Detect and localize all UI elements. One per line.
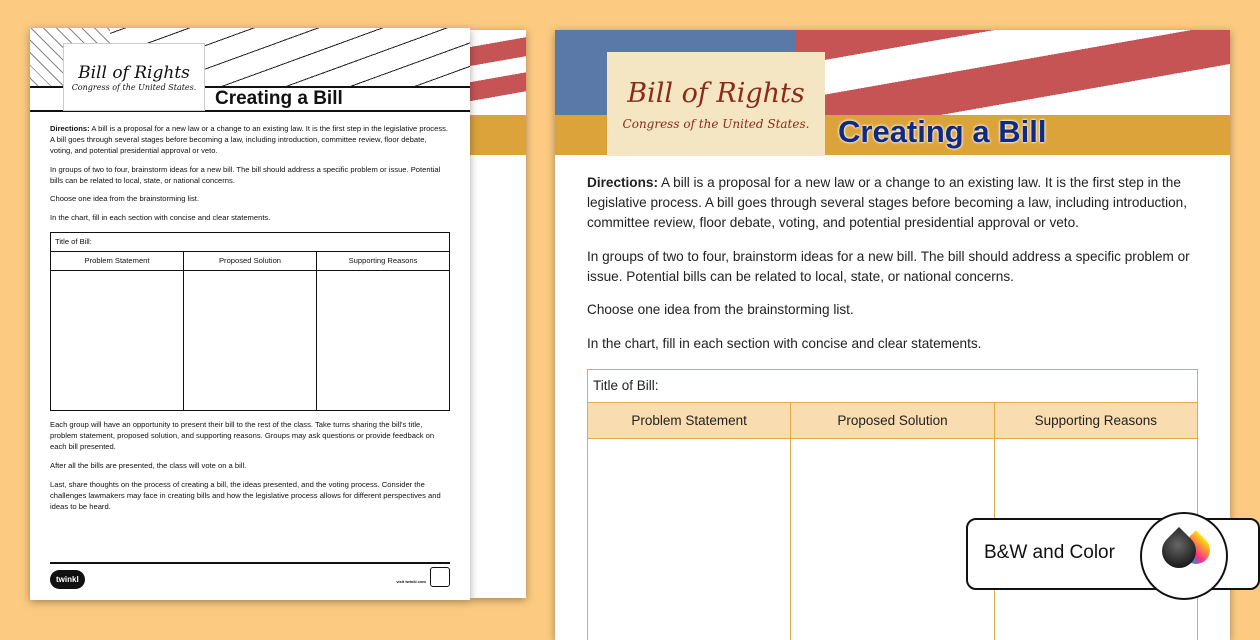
scroll-subheading: Congress of the United States.	[71, 82, 197, 92]
color-page-behind	[470, 30, 526, 598]
title-band	[470, 115, 526, 155]
worksheet-content	[50, 123, 450, 592]
bill-chart	[50, 232, 450, 411]
paragraph: After all the bills are presented, the class will vote on a bill.	[50, 460, 247, 470]
title-of-bill-field[interactable]: Title of Bill:	[51, 233, 450, 252]
quality-badge-icon	[430, 567, 450, 587]
scroll-subheading: Congress of the United States.	[622, 116, 810, 131]
paragraph: Last, share thoughts on the process of creating a bill, the ideas presented, and the voting process. Consider the challenges lawmakers may face in creating bills and how the legislative process allows for different perspectives and ideas to be heard.	[50, 479, 441, 511]
visit-link: visit twinkl.com	[396, 579, 426, 584]
title-of-bill-field[interactable]: Title of Bill:	[588, 370, 1198, 403]
paragraph: In groups of two to four, brainstorm ideas for a new bill. The bill should address a specific problem or issue. Potential bills can be related to local, state, or national concerns.	[587, 248, 1190, 284]
answer-cell[interactable]	[317, 271, 450, 411]
answer-cell[interactable]	[51, 271, 184, 411]
column-header: Problem Statement	[51, 252, 184, 271]
bw-worksheet-page	[30, 28, 470, 600]
format-badge-label: B&W and Color	[984, 542, 1115, 563]
answer-cell[interactable]	[184, 271, 317, 411]
bill-of-rights-scroll	[607, 52, 825, 156]
ink-drops-icon	[1140, 512, 1228, 600]
column-header: Problem Statement	[588, 403, 791, 439]
footer	[50, 562, 450, 592]
paragraph: Each group will have an opportunity to present their bill to the rest of the class. Take turns sharing the bill's title, problem statement, proposed solution, and supporting reasons. Groups may ask questions or provide feedback on each bill presented.	[50, 420, 435, 452]
column-header: Proposed Solution	[791, 403, 994, 439]
paragraph: In groups of two to four, brainstorm ideas for a new bill. The bill should address a specific problem or issue. Potential bills can be related to local, state, or national concerns.	[50, 164, 441, 185]
directions-label: Directions:	[587, 175, 659, 190]
column-header: Proposed Solution	[184, 252, 317, 271]
directions-label: Directions:	[50, 124, 90, 133]
answer-cell[interactable]	[588, 439, 791, 640]
page-title: Creating a Bill	[215, 88, 343, 109]
directions-text: A bill is a proposal for a new law or a change to an existing law. It is the first step in the legislative process. A bill goes through several stages before becoming a law, including introduction, committee review, floor debate, voting, and potential presidential approval or veto.	[50, 124, 449, 155]
paragraph: In the chart, fill in each section with concise and clear statements.	[587, 335, 982, 351]
flag-banner	[470, 30, 526, 115]
column-header: Supporting Reasons	[317, 252, 450, 271]
paragraph: Choose one idea from the brainstorming list.	[587, 302, 854, 318]
answer-cell[interactable]	[791, 439, 994, 640]
page-title: Creating a Bill	[838, 114, 1047, 149]
paragraph: Choose one idea from the brainstorming list.	[50, 194, 199, 204]
scroll-heading: Bill of Rights	[627, 77, 805, 109]
paragraph: In the chart, fill in each section with concise and clear statements.	[50, 212, 271, 222]
directions-text: A bill is a proposal for a new law or a change to an existing law. It is the first step in the legislative process. A bill goes through several stages before becoming a law, including introduction, committee review, floor debate, voting, and potential presidential approval or veto.	[587, 175, 1187, 230]
bill-of-rights-scroll	[63, 43, 205, 111]
column-header: Supporting Reasons	[994, 403, 1197, 439]
bill-chart	[587, 369, 1198, 640]
scroll-heading: Bill of Rights	[78, 62, 190, 83]
twinkl-logo: twinkl	[50, 570, 85, 589]
